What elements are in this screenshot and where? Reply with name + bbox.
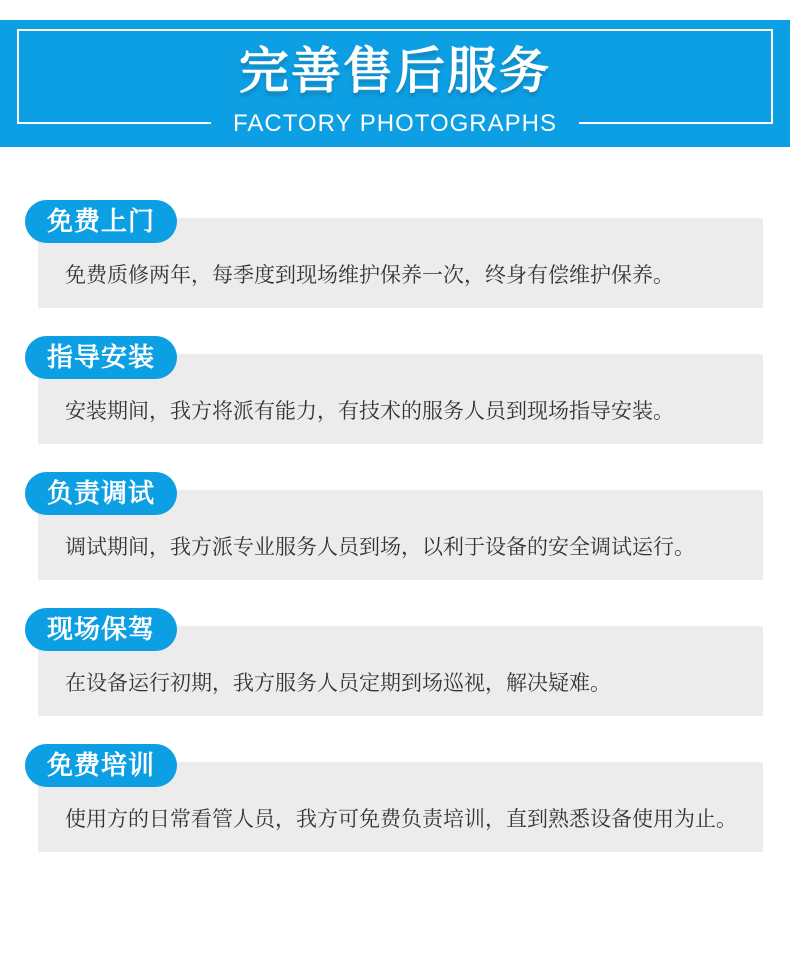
section-description: 使用方的日常看管人员，我方可免费负责培训，直到熟悉设备使用为止。 (65, 808, 737, 831)
section-free-visit (0, 200, 790, 308)
section-label-badge: 免费上门 (25, 200, 177, 243)
section-commissioning (0, 472, 790, 580)
section-install-guidance (0, 336, 790, 444)
section-description: 安装期间，我方将派有能力，有技术的服务人员到现场指导安装。 (65, 400, 674, 423)
page-title: 完善售后服务 (239, 43, 551, 99)
section-description: 调试期间，我方派专业服务人员到场，以利于设备的安全调试运行。 (65, 536, 695, 559)
header-banner (0, 20, 790, 147)
section-label-badge: 指导安装 (25, 336, 177, 379)
service-section-list (0, 147, 790, 852)
section-label-badge: 免费培训 (25, 744, 177, 787)
section-label-badge: 负责调试 (25, 472, 177, 515)
section-free-training (0, 744, 790, 852)
page-subtitle: FACTORY PHOTOGRAPHS (211, 110, 579, 138)
section-label-badge: 现场保驾 (25, 608, 177, 651)
section-onsite-escort (0, 608, 790, 716)
section-description: 在设备运行初期，我方服务人员定期到场巡视，解决疑难。 (65, 672, 611, 695)
section-description: 免费质修两年，每季度到现场维护保养一次，终身有偿维护保养。 (65, 264, 674, 287)
